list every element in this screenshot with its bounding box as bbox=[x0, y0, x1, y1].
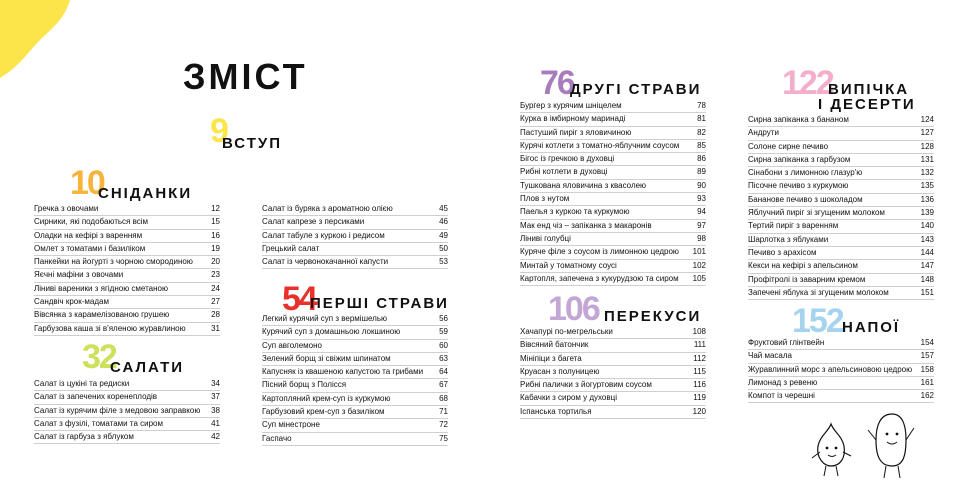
toc-entry-page: 97 bbox=[697, 220, 706, 230]
toc-entry bbox=[520, 206, 706, 219]
toc-entry bbox=[34, 309, 220, 322]
toc-entry-page: 148 bbox=[920, 274, 934, 284]
toc-entry bbox=[748, 194, 934, 207]
toc-entry-page: 132 bbox=[920, 168, 934, 178]
toc-entry bbox=[34, 269, 220, 282]
toc-entry bbox=[520, 406, 706, 419]
section-first-courses-number: 54 bbox=[282, 280, 316, 318]
toc-entry bbox=[520, 366, 706, 379]
toc-entry-title: Кекси на кефірі з апельсином bbox=[748, 261, 858, 271]
toc-entry-title: Профітролі із заварним кремом bbox=[748, 274, 866, 284]
toc-entry bbox=[262, 313, 448, 326]
second-courses-recipe-list bbox=[520, 100, 706, 286]
page-title: ЗМІСТ bbox=[183, 56, 308, 97]
toc-entry bbox=[34, 230, 220, 243]
toc-entry-page: 50 bbox=[439, 243, 448, 253]
toc-entry-title: Іспанська тортилья bbox=[520, 406, 592, 416]
toc-entry-title: Сирна запіканка з гарбузом bbox=[748, 154, 851, 164]
toc-entry-page: 144 bbox=[920, 247, 934, 257]
toc-entry bbox=[34, 391, 220, 404]
snacks-recipe-list bbox=[520, 326, 706, 419]
toc-entry bbox=[262, 230, 448, 243]
toc-entry-page: 75 bbox=[439, 433, 448, 443]
toc-entry bbox=[262, 419, 448, 432]
toc-entry-page: 108 bbox=[692, 327, 706, 336]
toc-entry-page: 86 bbox=[697, 154, 706, 164]
toc-entry-title: Салат із червонокачанної капусти bbox=[262, 257, 389, 267]
toc-entry-title: Салат капрезе з персиками bbox=[262, 217, 365, 227]
toc-entry-title: Яєчні мафіни з овочами bbox=[34, 270, 124, 280]
toc-entry-page: 111 bbox=[693, 340, 706, 350]
toc-entry-title: Ліниві голубці bbox=[520, 233, 571, 243]
toc-entry-title: Пісний борщ з Полісся bbox=[262, 380, 347, 390]
toc-entry bbox=[34, 405, 220, 418]
toc-entry-page: 131 bbox=[920, 154, 934, 164]
toc-entry-page: 135 bbox=[920, 181, 934, 191]
toc-entry-page: 12 bbox=[211, 204, 220, 213]
toc-entry bbox=[34, 296, 220, 309]
toc-entry-title: Курка в імбирному маринаді bbox=[520, 114, 626, 124]
toc-entry bbox=[34, 256, 220, 269]
toc-entry-title: Бананове печиво з шоколадом bbox=[748, 194, 863, 204]
toc-entry-title: Рибні палички з йогуртовим соусом bbox=[520, 380, 652, 390]
toc-entry-title: Шарлотка з яблуками bbox=[748, 234, 829, 244]
toc-entry bbox=[748, 207, 934, 220]
toc-entry-page: 119 bbox=[693, 393, 706, 403]
toc-entry-title: Салат табуле з куркою і редисом bbox=[262, 230, 385, 240]
toc-entry bbox=[34, 216, 220, 229]
toc-entry-page: 49 bbox=[439, 230, 448, 240]
toc-entry-page: 105 bbox=[692, 273, 706, 283]
toc-entry-page: 24 bbox=[211, 283, 220, 293]
toc-entry-title: Фруктовий глінтвейн bbox=[748, 338, 825, 347]
section-first-courses-title: ПЕРШІ СТРАВИ bbox=[310, 295, 449, 312]
toc-entry-title: Вівсянка з карамелізованою грушею bbox=[34, 310, 170, 320]
toc-entry bbox=[34, 203, 220, 216]
toc-entry bbox=[748, 141, 934, 154]
toc-entry bbox=[262, 243, 448, 256]
toc-entry-title: Куряче філе з соусом із лимонною цедрою bbox=[520, 247, 679, 257]
toc-entry-page: 31 bbox=[211, 323, 220, 333]
toc-entry-title: Курячий суп з домашньою локшиною bbox=[262, 327, 401, 337]
toc-entry-title: Салат із гарбуза з яблуком bbox=[34, 432, 134, 442]
toc-entry bbox=[262, 340, 448, 353]
toc-entry-page: 124 bbox=[920, 115, 934, 124]
toc-entry-page: 78 bbox=[697, 101, 706, 110]
toc-entry bbox=[520, 193, 706, 206]
toc-entry bbox=[34, 283, 220, 296]
toc-entry-page: 151 bbox=[920, 287, 934, 297]
toc-entry-page: 38 bbox=[211, 405, 220, 415]
toc-entry-page: 147 bbox=[920, 261, 934, 271]
section-second-courses-number: 76 bbox=[540, 64, 574, 102]
toc-entry-title: Запечені яблука зі згущеним молоком bbox=[748, 287, 889, 297]
toc-entry-page: 157 bbox=[920, 351, 934, 361]
section-breakfast-title: СНІДАНКИ bbox=[98, 185, 193, 202]
toc-entry-page: 42 bbox=[211, 432, 220, 442]
toc-entry-title: Бігос із гречкою в духовці bbox=[520, 154, 615, 164]
toc-entry-title: Мак енд чіз – запіканка з макаронів bbox=[520, 220, 652, 230]
toc-entry-title: Лимонад з ревеню bbox=[748, 377, 818, 387]
toc-entry bbox=[748, 287, 934, 300]
toc-entry-page: 89 bbox=[697, 167, 706, 177]
toc-entry-title: Суп мінестроне bbox=[262, 420, 320, 430]
toc-entry-page: 128 bbox=[920, 141, 934, 151]
toc-entry-title: Паелья з куркою та куркумою bbox=[520, 207, 630, 217]
toc-entry-title: Салат із буряка з ароматною олією bbox=[262, 204, 393, 213]
toc-entry-title: Сандвіч крок-мадам bbox=[34, 297, 109, 307]
yellow-blob-decoration bbox=[0, 0, 72, 78]
toc-entry-title: Андрути bbox=[748, 128, 779, 138]
toc-entry-page: 158 bbox=[920, 364, 934, 374]
toc-entry-page: 136 bbox=[920, 194, 934, 204]
toc-entry bbox=[520, 180, 706, 193]
toc-entry-title: Тертий пиріг з варенням bbox=[748, 221, 839, 231]
section-drinks-title: НАПОЇ bbox=[842, 319, 901, 336]
toc-entry bbox=[520, 166, 706, 179]
toc-entry-page: 120 bbox=[692, 406, 706, 416]
toc-entry-title: Пісочне печиво з куркумою bbox=[748, 181, 849, 191]
section-snacks-title: ПЕРЕКУСИ bbox=[604, 308, 702, 325]
section-second-courses-title: ДРУГІ СТРАВИ bbox=[570, 81, 702, 98]
toc-entry-title: Грецький салат bbox=[262, 243, 320, 253]
baking-desserts-recipe-list bbox=[748, 114, 934, 300]
toc-entry-page: 94 bbox=[697, 207, 706, 217]
toc-entry bbox=[520, 127, 706, 140]
toc-entry-title: Пастуший пиріг з яловичиною bbox=[520, 127, 632, 137]
toc-entry-page: 56 bbox=[439, 314, 448, 323]
toc-entry bbox=[748, 377, 934, 390]
toc-entry-title: Компот із черешні bbox=[748, 391, 815, 401]
section-salads-title: САЛАТИ bbox=[110, 359, 185, 376]
garlic-character-illustration bbox=[806, 418, 856, 478]
toc-entry-page: 90 bbox=[697, 180, 706, 190]
toc-entry-page: 82 bbox=[697, 127, 706, 137]
breakfast-recipe-list bbox=[34, 203, 220, 336]
toc-entry-page: 68 bbox=[439, 393, 448, 403]
toc-entry bbox=[520, 379, 706, 392]
toc-entry-title: Картопля, запечена з кукурудзою та сиром bbox=[520, 273, 679, 283]
toc-entry bbox=[262, 203, 448, 216]
toc-entry bbox=[748, 220, 934, 233]
toc-entry-title: Яблучний пиріг зі згущеним молоком bbox=[748, 208, 885, 218]
toc-entry-title: Мініпіци з багета bbox=[520, 353, 582, 363]
toc-entry bbox=[262, 256, 448, 269]
toc-entry bbox=[520, 260, 706, 273]
toc-entry bbox=[520, 246, 706, 259]
toc-entry-title: Чай масала bbox=[748, 351, 792, 361]
toc-entry-title: Панкейки на йогурті з чорною смородиною bbox=[34, 257, 193, 267]
drinks-recipe-list bbox=[748, 337, 934, 403]
first-courses-recipe-list bbox=[262, 313, 448, 446]
toc-entry-title: Вівсяний батончик bbox=[520, 340, 589, 350]
toc-entry-page: 143 bbox=[920, 234, 934, 244]
section-drinks-number: 152 bbox=[792, 302, 843, 340]
toc-entry bbox=[748, 260, 934, 273]
toc-entry bbox=[748, 390, 934, 403]
toc-entry-page: 19 bbox=[211, 243, 220, 253]
toc-entry bbox=[34, 243, 220, 256]
toc-entry bbox=[748, 114, 934, 127]
toc-entry-page: 28 bbox=[211, 310, 220, 320]
toc-entry bbox=[748, 337, 934, 350]
toc-entry-page: 15 bbox=[211, 217, 220, 227]
toc-entry-title: Круасан з полуницею bbox=[520, 366, 600, 376]
toc-entry-page: 59 bbox=[439, 327, 448, 337]
toc-entry bbox=[520, 153, 706, 166]
section-breakfast-number: 10 bbox=[70, 164, 104, 202]
toc-entry-page: 116 bbox=[693, 380, 706, 390]
toc-entry bbox=[520, 233, 706, 246]
toc-entry bbox=[748, 350, 934, 363]
toc-entry bbox=[748, 167, 934, 180]
toc-entry-title: Сирна запіканка з бананом bbox=[748, 115, 849, 124]
toc-entry-page: 45 bbox=[439, 204, 448, 213]
toc-entry bbox=[34, 378, 220, 391]
toc-entry bbox=[520, 100, 706, 113]
toc-entry bbox=[262, 353, 448, 366]
toc-entry-page: 23 bbox=[211, 270, 220, 280]
toc-entry-page: 102 bbox=[692, 260, 706, 270]
toc-entry bbox=[748, 364, 934, 377]
toc-entry-title: Легкий курячий суп з вермішелью bbox=[262, 314, 388, 323]
toc-entry-title: Салат із цукіні та редиски bbox=[34, 379, 130, 388]
toc-entry-page: 16 bbox=[211, 230, 220, 240]
toc-entry bbox=[34, 323, 220, 336]
toc-entry-page: 72 bbox=[439, 420, 448, 430]
toc-entry-page: 140 bbox=[920, 221, 934, 231]
toc-entry-page: 46 bbox=[439, 217, 448, 227]
salads-recipe-list bbox=[34, 378, 220, 444]
toc-entry-title: Гаспачо bbox=[262, 433, 292, 443]
toc-entry bbox=[520, 220, 706, 233]
toc-entry-title: Гарбузовий крем-суп з базиліком bbox=[262, 407, 385, 417]
toc-entry bbox=[748, 247, 934, 260]
toc-entry-title: Минтай у томатному соусі bbox=[520, 260, 617, 270]
toc-entry bbox=[520, 392, 706, 405]
toc-entry-page: 27 bbox=[211, 297, 220, 307]
toc-entry-title: Капусняк із квашеною капустою та грибами bbox=[262, 367, 424, 377]
toc-entry-title: Суп авголемоно bbox=[262, 340, 322, 350]
toc-entry-page: 67 bbox=[439, 380, 448, 390]
toc-entry-title: Ліниві вареники з ягідною сметаною bbox=[34, 283, 168, 293]
toc-entry bbox=[748, 154, 934, 167]
toc-entry-page: 64 bbox=[439, 367, 448, 377]
toc-entry-title: Зелений борщ зі свіжим шпинатом bbox=[262, 353, 391, 363]
toc-entry-page: 71 bbox=[439, 407, 448, 417]
section-baking-desserts-number: 122 bbox=[782, 64, 833, 102]
section-snacks-number: 106 bbox=[548, 290, 599, 328]
toc-entry-title: Журавлинний морс з апельсиновою цедрою bbox=[748, 364, 913, 374]
toc-entry bbox=[748, 234, 934, 247]
toc-entry-title: Рибні котлети в духовці bbox=[520, 167, 608, 177]
toc-entry bbox=[262, 326, 448, 339]
toc-entry-page: 93 bbox=[697, 194, 706, 204]
toc-entry-page: 161 bbox=[920, 377, 934, 387]
toc-entry bbox=[520, 273, 706, 286]
section-baking-desserts-title-line2: І ДЕСЕРТИ bbox=[818, 96, 916, 113]
toc-entry-title: Печиво з арахісом bbox=[748, 247, 817, 257]
toc-entry-page: 115 bbox=[693, 366, 706, 376]
toc-entry-page: 53 bbox=[439, 257, 448, 267]
toc-entry-title: Салат із курячим філе з медовою заправкою bbox=[34, 405, 201, 415]
section-baking-desserts-title-line1: ВИПІЧКА bbox=[828, 81, 910, 98]
toc-entry-page: 127 bbox=[920, 128, 934, 138]
toc-entry-title: Плов з нутом bbox=[520, 194, 570, 204]
toc-entry bbox=[262, 216, 448, 229]
toc-entry bbox=[520, 140, 706, 153]
toc-entry bbox=[520, 353, 706, 366]
toc-entry-page: 41 bbox=[211, 418, 220, 428]
toc-entry-page: 98 bbox=[697, 233, 706, 243]
toc-entry bbox=[520, 339, 706, 352]
toc-entry-page: 37 bbox=[211, 392, 220, 402]
section-intro-title: ВСТУП bbox=[222, 135, 282, 152]
toc-entry-page: 85 bbox=[697, 140, 706, 150]
toc-entry-page: 154 bbox=[920, 338, 934, 347]
toc-entry-title: Курячі котлети з томатно-яблучним соусом bbox=[520, 140, 680, 150]
toc-entry bbox=[34, 431, 220, 444]
toc-entry-title: Солоне сирне печиво bbox=[748, 141, 829, 151]
toc-entry-title: Салат з фузілі, томатами та сиром bbox=[34, 418, 163, 428]
toc-entry bbox=[262, 366, 448, 379]
toc-entry-page: 101 bbox=[692, 247, 706, 257]
salads-recipe-list-continued bbox=[262, 203, 448, 269]
potato-character-illustration bbox=[866, 410, 916, 480]
toc-entry bbox=[748, 274, 934, 287]
toc-entry-title: Гречка з овочами bbox=[34, 204, 99, 213]
toc-entry-title: Хачапурі по-мегрельськи bbox=[520, 327, 613, 336]
toc-entry-title: Сирники, які подобаються всім bbox=[34, 217, 149, 227]
toc-entry-page: 34 bbox=[211, 379, 220, 388]
toc-entry-title: Омлет з томатами і базиліком bbox=[34, 243, 146, 253]
toc-entry-page: 81 bbox=[697, 114, 706, 124]
toc-entry-page: 139 bbox=[920, 208, 934, 218]
toc-entry-page: 162 bbox=[920, 391, 934, 401]
section-intro-number: 9 bbox=[210, 112, 227, 150]
toc-entry bbox=[748, 180, 934, 193]
toc-entry-title: Сінабони з лимонною глазур'ю bbox=[748, 168, 863, 178]
toc-entry bbox=[262, 406, 448, 419]
toc-entry-title: Кабачки з сиром у духовці bbox=[520, 393, 617, 403]
toc-entry bbox=[520, 113, 706, 126]
toc-entry bbox=[262, 379, 448, 392]
toc-entry-page: 20 bbox=[211, 257, 220, 267]
toc-entry-page: 60 bbox=[439, 340, 448, 350]
toc-entry bbox=[262, 433, 448, 446]
toc-entry-page: 63 bbox=[439, 353, 448, 363]
toc-entry bbox=[34, 418, 220, 431]
toc-entry-title: Тушкована яловичина з квасолею bbox=[520, 180, 647, 190]
toc-entry-title: Салат із запечених коренеплодів bbox=[34, 392, 158, 402]
toc-entry-title: Оладки на кефірі з варенням bbox=[34, 230, 143, 240]
toc-entry bbox=[748, 127, 934, 140]
toc-entry-title: Картопляний крем-суп із куркумою bbox=[262, 393, 391, 403]
section-salads-number: 32 bbox=[82, 338, 116, 376]
toc-entry bbox=[262, 393, 448, 406]
toc-entry bbox=[520, 326, 706, 339]
toc-entry-page: 112 bbox=[693, 353, 706, 363]
toc-entry-title: Гарбузова каша зі в'яленою журавлиною bbox=[34, 323, 186, 333]
toc-entry-title: Бургер з курячим шніцелем bbox=[520, 101, 622, 110]
